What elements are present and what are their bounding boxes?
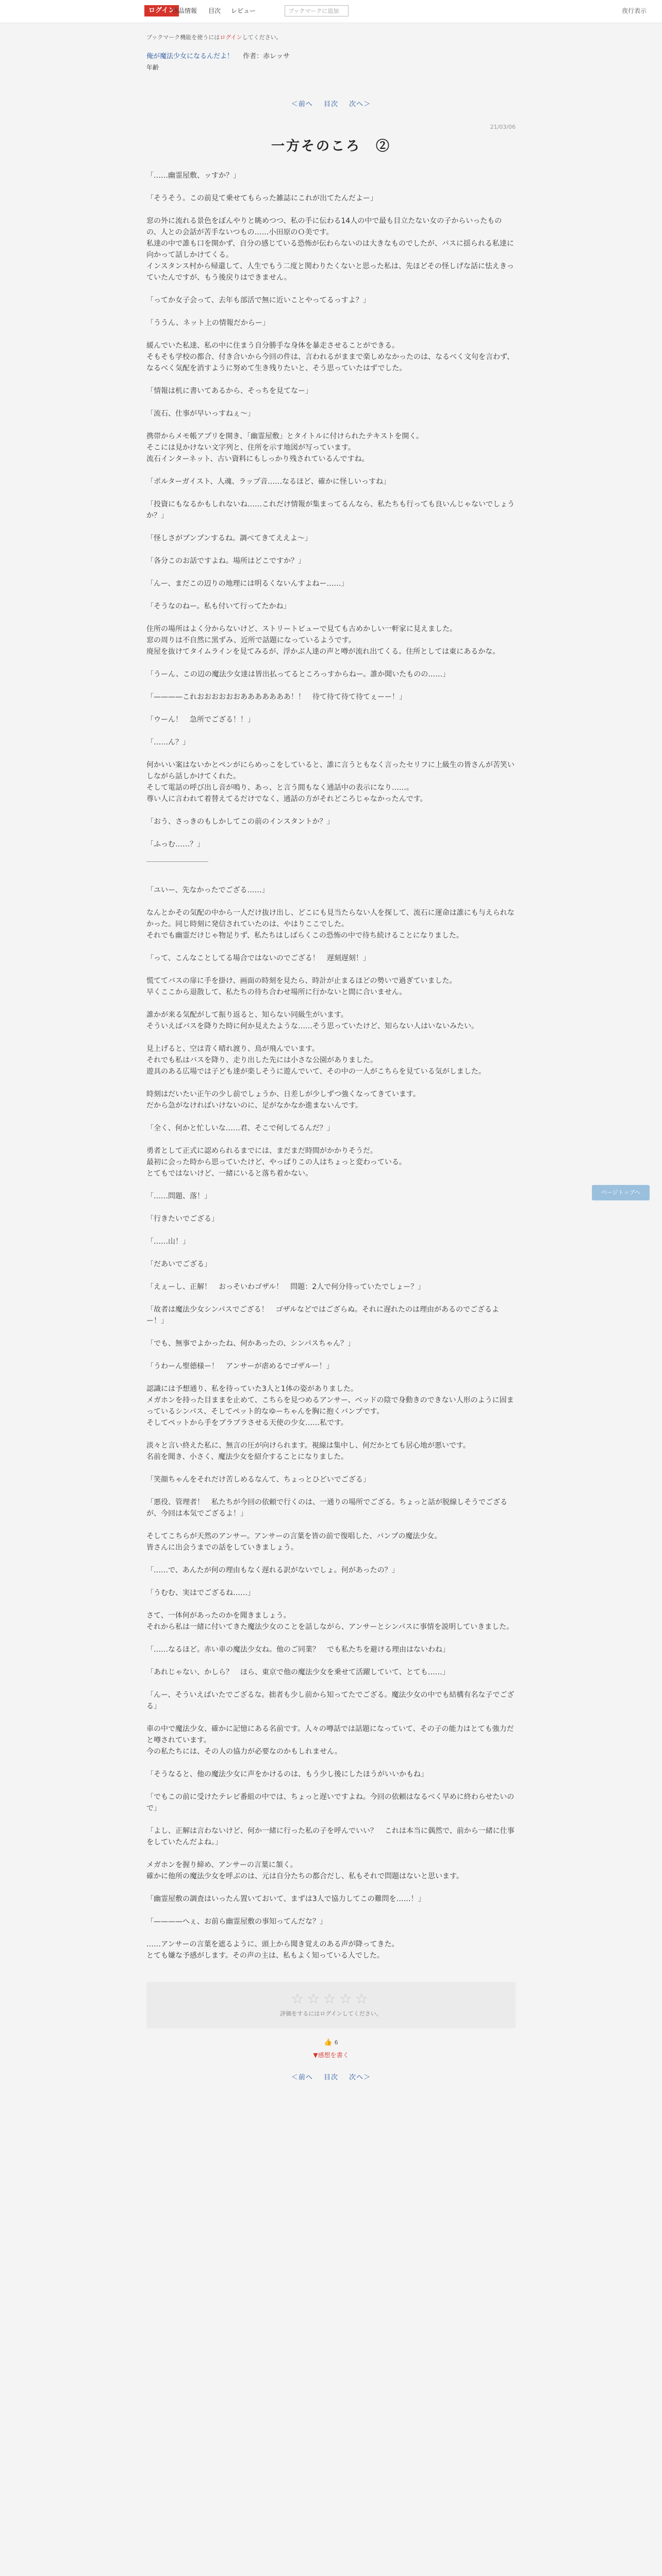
body-paragraph: 「だあいでござる」 xyxy=(146,1260,211,1268)
body-paragraph: 窓の外に流れる景色をぼんやりと眺めつつ、私の手に伝わる14人の中で最も目立たない女の子からいったものの、人との会話が苦手ないつもの……小田原のＯ美です。 私達の中で誰も口を開かず、自分の感じている恐怖が伝わらないのは大きなものでしたが、バスに揺られる私達に向かって話しかけてくる。 インスタンス村から帰還して、人生でもう二度と関わりたくないと思った私は、先ほどその怪しげな話に怯えきっていたんですが、もう後戻りはできません。 xyxy=(146,217,514,282)
work-tags: 年齢 xyxy=(146,64,159,71)
body-paragraph: 携帯からメモ帳アプリを開き、「幽霊屋敷」とタイトルに付けられたテキストを開く。 そこには見かけない文字列と、住所を示す地図が写っています。 流石インターネット、古い資料にもしっかり残されているんですね。 xyxy=(146,432,424,463)
body-paragraph: 「……幽霊屋敷、ッすか？」 xyxy=(146,172,240,180)
body-paragraph: なんとかその気配の中から一人だけ抜け出し、どこにも見当たらない人を探して、流石に運命は誰にも与えられなかった。同じ時刻に発信されていたのは、やはりここでした。 それでも幽霊だけじゃ物足りず、私たちはしばらくこの恐怖の中で待ち続けることになりました。 xyxy=(146,909,515,940)
body-paragraph: 「流石、仕事が早いっすねぇ〜」 xyxy=(146,410,255,418)
body-paragraph: 「うわーん聖德様ー！ アンサーが虐めるでゴザルー！」 xyxy=(146,1362,334,1370)
body-paragraph: 「って、こんなことしてる場合ではないのでござる！ 遅刻遅刻！」 xyxy=(146,954,370,962)
thumbs-up-icon[interactable]: 👍 xyxy=(324,2039,333,2046)
rating-note: 評価をするにはログインしてください。 xyxy=(280,2010,382,2017)
body-paragraph: メガホンを握り締め、アンサーの言葉に頷く。 確かに他所の魔法少女を呼ぶのは、元は自分たちの都合だし、私もそれで問題はないと思います。 xyxy=(146,1861,464,1880)
login-button[interactable]: ログイン xyxy=(144,5,179,16)
body-paragraph: 「ってか女子会って、去年も部活で無に近いことやってるっすよ？」 xyxy=(146,296,370,304)
body-paragraph: 「うーん、この辺の魔法少女達は皆出払ってるところっすからねー。誰か聞いたものの……」 xyxy=(146,670,450,679)
body-paragraph: 「ウーん！ 急所でござる！！」 xyxy=(146,716,255,724)
rating-box xyxy=(146,1982,516,2028)
body-paragraph: 「————ヘぇ、お前ら幽霊屋敷の事知ってんだな？」 xyxy=(146,1918,327,1926)
toc-link-bottom[interactable]: 目次 xyxy=(323,2074,338,2081)
body-paragraph: さて、一体何があったのかを聞きましょう。 それから私は一緒に付いてきた魔法少女のことを話しながら、アンサーとシンパスに事情を説明していきました。 xyxy=(146,1612,514,1631)
body-paragraph: 「行きたいでござる」 xyxy=(146,1215,219,1223)
body-paragraph: 「おう、さっきのもしかしてこの前のインスタントか？」 xyxy=(146,818,334,826)
episode-nav-top xyxy=(146,98,516,108)
body-paragraph: 「……ん？」 xyxy=(146,738,190,747)
chapter-title: 一方そのころ ② xyxy=(271,139,391,154)
body-paragraph: 「あれじゃない、かしら？ ほら、東京で他の魔法少女を乗せて活躍していて、とても……」 xyxy=(146,1668,450,1676)
body-paragraph: 「でも、無事でよかったね、何かあったの、シンパスちゃん？」 xyxy=(146,1340,355,1348)
like-count: 6 xyxy=(334,2039,338,2046)
nav-work-info[interactable]: 作品情報 xyxy=(172,7,197,14)
body-paragraph: 「情報は机に書いてあるから、そっちを見てなー」 xyxy=(146,387,312,395)
body-paragraph: 「投資にもなるかもしれないね……これだけ情報が集まってるんなら、私たちも行っても良いんじゃないでしょうか？」 xyxy=(146,500,515,520)
body-paragraph: 「そうなのねー。私も付いて行ってたかね」 xyxy=(146,602,291,611)
post-date: 21/03/06 xyxy=(490,124,516,130)
body-paragraph: 「幽霊屋敷の調査はいったん置いておいて、まずは3人で協力してこの難問を……！」 xyxy=(146,1895,425,1903)
body-paragraph: 誰かが来る気配がして振り返ると、知らない同級生がいます。 そういえばバスを降りた時に何か見えたような……そう思っていたけど、知らない人はいないみたい。 xyxy=(146,1011,478,1030)
toc-link[interactable]: 目次 xyxy=(323,100,338,108)
next-link[interactable]: 次へ＞ xyxy=(349,100,371,108)
author-name[interactable]: 作者：赤レッサ xyxy=(243,53,290,60)
body-paragraph: 住所の場所はよく分からないけど、ストリートビューで見ても古めかしい一軒家に見えました。 窓の周りは不自然に黒ずみ、近所で話題になっているようです。 廃屋を抜けてタイムラインを見てみるが、浮かぶ人達の声と噂が流れ出てくる。住所としては東にあるかな。 xyxy=(146,625,500,656)
night-mode-link[interactable]: 夜行表示 xyxy=(622,7,647,14)
body-paragraph: 「笑顔ちゃんをそれだけ苦しめるなんて、ちょっとひどいでござる」 xyxy=(146,1476,370,1484)
chapter-body xyxy=(146,170,516,1961)
body-paragraph: 緩んでいた私達、私の中に住まう自分勝手な身体を暴走させることができる。 そもそも学校の都合、付き合いから今回の件は、言われるがままで楽しめなかったのは、なるべく文句を言わず、なるべく気配を消すように努めて生き残りたいと、そう思っていたはずでした。 xyxy=(146,342,514,372)
body-paragraph: 「ユいー、先なかったでござる……」 xyxy=(146,886,269,894)
body-paragraph: 「そうそう。この前見て乗せてもらった雑誌にこれが出てたんだよー」 xyxy=(146,194,377,202)
prev-link-bottom[interactable]: ＜前へ xyxy=(291,2074,313,2081)
work-title-row xyxy=(146,52,516,62)
next-link-bottom[interactable]: 次へ＞ xyxy=(349,2074,371,2081)
login-link[interactable]: ログイン xyxy=(220,34,242,41)
body-paragraph: ……アンサーの言葉を遮るように、頭上から聞き覚えのある声が降ってきた。 とても嫌な予感がします。その声の主は、私もよく知っている人でした。 xyxy=(146,1940,399,1960)
body-paragraph: 勇者として正式に認められるまでには、まだまだ時間がかかりそうだ。 最初に会った時から思っていたけど、やっぱりこの人はちょっと変わっている。 とてもではないけど、一緒にいると落ち着かない。 xyxy=(146,1147,406,1178)
body-paragraph: 「でもこの前に受けたテレビ番組の中では、ちょっと遅いですよね。今回の依頼はなるべく早めに終わらせたいので」 xyxy=(146,1793,515,1812)
body-paragraph: 「ううん、ネット上の情報だからー」 xyxy=(146,319,270,327)
body-paragraph: 「そうなると、他の魔法少女に声をかけるのは、もう少し後にしたほうがいいかもね」 xyxy=(146,1770,428,1778)
body-paragraph: 「……山！」 xyxy=(146,1238,190,1246)
body-paragraph: 「……問題、落！」 xyxy=(146,1192,211,1200)
body-paragraph: 淡々と言い終えた私に、無言の圧が向けられます。視線は集中し、何だかとても居心地が悪いです。 名前を聞き、小さく、魔法少女を紹介することになりました。 xyxy=(146,1442,470,1461)
body-paragraph: 慌ててバスの扉に手を掛け、画面の時刻を見たら、時計が止まるほどの勢いで過ぎていました。 早くここから退散して、私たちの待ち合わせ場所に行かないと間に合いません。 xyxy=(146,977,457,996)
write-review-link[interactable]: ▼感想を書く xyxy=(313,2052,349,2059)
body-paragraph: 「よし、正解は言わないけど、何か一緒に行った私の子を呼んでいい？ これは本当に偶然で、前から一緒に仕事をしていたんだよね。」 xyxy=(146,1827,515,1846)
body-paragraph: 「各分このお話ですよね。場所はどこですか？」 xyxy=(146,557,305,565)
body-paragraph: 「んー、そういえばいたでござるな。拙者も少し前から知ってたでござる。魔法少女の中でも結構有名な子でござる」 xyxy=(146,1691,515,1710)
body-paragraph: 「……で、あんたが何の理由もなく遅れる訳がないでしょ。何があったの？」 xyxy=(146,1566,399,1574)
body-paragraph: 時刻はだいたい正午の少し前でしょうか、日差しが少しずつ強くなってきています。 だから急がなければいけないのに、足がなかなか進まないんです。 xyxy=(146,1090,420,1110)
body-paragraph: 「故者は魔法少女シンパスでござる！ ゴザルなどではござらぬ。それに遅れたのは理由があるのでござるよー！」 xyxy=(146,1306,499,1325)
body-paragraph: そしてこちらが天然のアンサー。アンサーの言葉を皆の前で復唱した、バンプの魔法少女。 皆さんに出会うまでの話をしていきましょう。 xyxy=(146,1532,442,1552)
body-paragraph: 見上げると、空は青く晴れ渡り、鳥が飛んでいます。 それでも私はバスを降り、走り出した先には小さな公園がありました。 遊具のある広場では子ども達が楽しそうに遊んでいて、その中の一人がこちらを見ている気がしました。 xyxy=(146,1045,486,1076)
body-paragraph: 「悪役、管理者！ 私たちが今回の依頼で行くのは、一通りの場所でござる。ちょっと話が脱線しそうでござるが、今回は本気でござるよ！」 xyxy=(146,1498,507,1518)
episode-nav-bottom xyxy=(146,2072,516,2081)
body-paragraph: 「んー、まだこの辺りの地理には明るくないんすよねー……」 xyxy=(146,580,349,588)
nav-toc[interactable]: 目次 xyxy=(208,7,221,14)
page-top-button[interactable]: ページトップへ xyxy=(592,1185,650,1200)
body-paragraph: 「ふっむ……？」 xyxy=(146,840,204,849)
bookmark-add-field[interactable]: ブックマークに追加 xyxy=(285,5,349,16)
body-paragraph: 認識には予想通り、私を待っていた3人と1体の姿がありました。 メガホンを持った目ままを止めて、こちらを見つめるアンサー、ベッドの陰で身動きのできない人形のように固まっているシンパス、そしてペット的なゆーちゃんを胸に抱くバンプです。 そしてペットから手をブラブラさせる天使の少女……私です。 xyxy=(146,1385,514,1427)
body-paragraph: 「うむむ、実はでござるね……」 xyxy=(146,1589,255,1597)
body-paragraph: 「————これおおおおおおあああああああ！！ 待て待て待て待てぇーー！」 xyxy=(146,693,406,701)
body-paragraph xyxy=(146,861,208,873)
nav-reviews[interactable]: レビュー xyxy=(231,7,256,14)
body-paragraph: 「全く、何かと忙しいな……君、そこで何してるんだ？」 xyxy=(146,1124,334,1132)
content-column xyxy=(146,23,516,2081)
body-paragraph: 「えぇーし、正解！ おっそいわゴザル！ 問題：2人で何分待っていたでしょー？」 xyxy=(146,1283,425,1291)
body-paragraph: 「怪しさがプンプンするね。調べてきてええよ〜」 xyxy=(146,534,312,543)
body-paragraph: 「……なるほど。赤い車の魔法少女ね。他のご同業？ でも私たちを避ける理由はないわね」 xyxy=(146,1646,450,1654)
prev-link[interactable]: ＜前へ xyxy=(291,100,313,108)
body-paragraph: 「ポルターガイスト、人魂、ラップ音……なるほど、確かに怪しいっすね」 xyxy=(146,478,391,486)
top-bar xyxy=(0,0,662,23)
body-paragraph: 何かいい案はないかとペンがにらめっこをしていると、誰に言うともなく言ったセリフに上級生の皆さんが苦笑いしながら話しかけてくれた。 そして電話の呼び出し音が鳴り、あっ、と言う間もなく通話中の表示になり……。 尊い人に言われて着替えてるだけでなく、通話の方がそれどころじゃなかったんです。 xyxy=(146,761,515,803)
rating-stars[interactable]: ☆☆☆☆☆ xyxy=(291,1990,371,2007)
body-paragraph: 車の中で魔法少女、確かに記憶にある名前です。人々の噂話では話題になっていて、その子の能力はとても強力だと噂されています。 今の私たちには、その人の協力が必要なのかもしれません。 xyxy=(146,1725,514,1756)
login-note: ブックマーク機能を使うにはログインしてください。 xyxy=(146,34,282,41)
like-area xyxy=(146,2039,516,2046)
work-title-link[interactable]: 俺が魔法少女になるんだよ！ xyxy=(146,53,234,60)
